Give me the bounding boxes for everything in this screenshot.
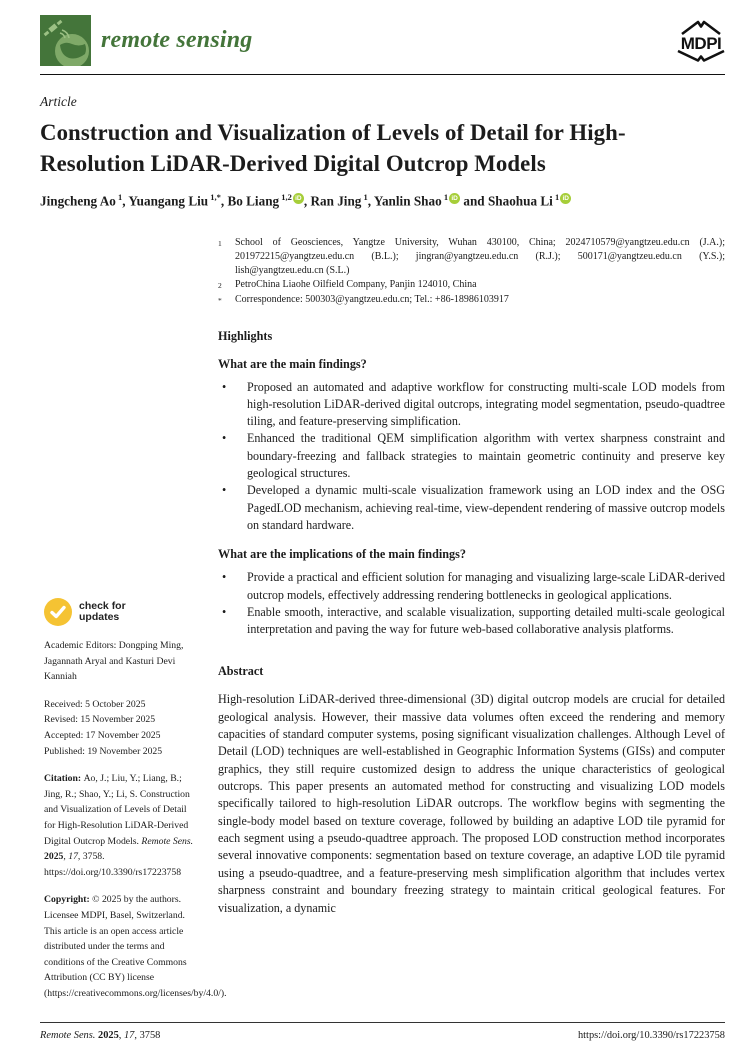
author-affiliation-sup: 1: [361, 192, 368, 202]
article-type-label: Article: [40, 94, 77, 109]
check-for-updates-badge[interactable]: [44, 598, 197, 626]
bullet-icon: •: [222, 570, 227, 585]
bullet-text: Proposed an automated and adaptive workflow for constructing multi-scale LOD models from high-resolution LiDAR-derived digital outcrops, integrating model segmentation, pseudo-quadtree tiling, and feature-preserving simplification.: [247, 379, 725, 429]
bullet-icon: •: [222, 483, 227, 498]
article-dates: [44, 697, 197, 759]
header-divider: [40, 74, 725, 75]
author-name: Yuangang Liu: [128, 193, 209, 209]
page-title: Construction and Visualization of Levels of Detail for High-Resolution LiDAR-Derived Digital Outcrop Models: [40, 120, 626, 176]
footer-journal: Remote Sens.: [40, 1030, 98, 1041]
author-affiliation-sup: 1: [115, 192, 123, 202]
affiliation-row: [218, 236, 725, 278]
author-name: Yanlin Shao: [373, 193, 442, 209]
citation-label: Citation:: [44, 773, 84, 785]
citation-doi-link[interactable]: https://doi.org/10.3390/rs17223758: [44, 866, 182, 878]
affiliation-text: PetroChina Liaohe Oilfield Company, Panjin 124010, China: [235, 278, 477, 290]
abstract-text: High-resolution LiDAR-derived three-dimensional (3D) digital outcrop models are crucial for detailed geological analysis. However, their massive data volumes often exceed the rendering and memory capacities of standard computer systems, posing significant visualization challenges. Although Level of Detail (LOD) techniques are well-established in Geographic Information Systems (GISs) and computer graphics, they still require customized design to address the unique characteristics of geological outcrops. This paper presents an automated method for constructing and visualizing LOD models specifically tailored to high-resolution LiDAR outcrops. The workflow begins with segmenting the single-body model based on texture coverage, followed by building an adaptive LOD tile pyramid for each segment using a pseudo-quadtree approach. The proposed LOD construction method incorporates several innovative components: segmentation based on texture coverage, an adaptive LOD tile pyramid using a pseudo-quadtree, and a feature-preserving mesh simplification algorithm that includes vertex sharpness constraint and boundary freezing strategy to maintain critical geological features. For visualization, a dynamic: [218, 692, 725, 915]
implications-question: What are the implications of the main findings?: [218, 547, 466, 562]
author-affiliation-sup: 1,2: [279, 192, 292, 202]
author-name: Bo Liang: [227, 193, 280, 209]
orcid-icon[interactable]: iD: [293, 193, 304, 204]
citation-pages: 3758.: [82, 851, 105, 863]
bullet-icon: •: [222, 604, 227, 619]
bullet-icon: •: [222, 431, 227, 446]
copyright-block: [44, 892, 227, 1001]
affiliation-marker: *: [218, 295, 222, 305]
affiliation-text: Correspondence: 500303@yangtzeu.edu.cn; Tel.: +86-18986103917: [235, 293, 509, 305]
copyright-text: © 2025 by the authors. Licensee MDPI, Basel, Switzerland. This article is an open access article distributed under the terms and conditions of the Creative Commons Attribution (CC BY) license (https://creativecommons.org/licenses/by/4.0/).: [44, 894, 227, 999]
citation-journal: Remote Sens.: [141, 835, 194, 847]
mdpi-logo-text: MDPI: [680, 34, 722, 53]
highlight-bullet-item: [218, 482, 725, 534]
date-line: Published: 19 November 2025: [44, 745, 163, 757]
academic-editors: Academic Editors: Dongping Ming, Jagannath Aryal and Kasturi Devi Kanniah: [44, 640, 184, 683]
bullet-text: Developed a dynamic multi-scale visualization framework using an LOD index and the OSG PagedLOD mechanism, achieving real-time, view-dependent rendering of massive outcrop models on standard hardware.: [247, 483, 725, 532]
affiliation-row: [218, 278, 725, 293]
footer-citation: Remote Sens. 2025, 17, 3758: [40, 1030, 161, 1041]
check-icon: [44, 598, 72, 626]
affiliation-row: [218, 293, 725, 308]
journal-logo: [40, 15, 252, 66]
highlight-bullet-item: [218, 379, 725, 431]
author-affiliation-sup: 1: [441, 192, 449, 202]
findings-list: [218, 379, 725, 535]
orcid-icon[interactable]: iD: [560, 193, 571, 204]
footer-page: 3758: [139, 1030, 161, 1041]
copyright-label: Copyright:: [44, 894, 93, 906]
affiliation-marker: 1: [218, 239, 222, 248]
findings-question: What are the main findings?: [218, 356, 367, 371]
citation-year: 2025: [44, 851, 64, 863]
bullet-text: Enable smooth, interactive, and scalable visualization, supporting detailed multi-scale geological interpretation and paving the way for future web-based collaborative analysis platforms.: [247, 604, 725, 637]
highlights-heading: Highlights: [218, 328, 273, 343]
author-line: Jingcheng Ao $^1$, Yuangang Liu $^{1,*}$, Bo Liang $^{1,2}$ iD , Ran Jing $^1$, Yanlin Shao $^1$ iD and Shaohua Li $^1$ iD: [40, 192, 730, 209]
author-affiliation-sup: 1,*: [208, 192, 221, 202]
citation-volume: 17: [68, 851, 78, 863]
orcid-icon[interactable]: iD: [449, 193, 460, 204]
affiliation-marker: 2: [218, 280, 222, 290]
date-line: Revised: 15 November 2025: [44, 714, 156, 726]
remote-sensing-logo-icon: [40, 15, 91, 66]
footer-doi-link[interactable]: https://doi.org/10.3390/rs17223758: [577, 1030, 725, 1041]
footer-volume: 17: [123, 1030, 135, 1041]
abstract-heading: Abstract: [218, 664, 264, 679]
highlight-bullet-item: [218, 604, 725, 639]
citation-block: Citation: Ao, J.; Liu, Y.; Liang, B.; Jing, R.; Shao, Y.; Li, S. Construction and Visualization of Levels of Detail for High-Resolution LiDAR-Derived Digital Outcrop Models. Remote Sens. 2025, 17, 3758. https://doi.org/10.3390/rs17223758: [44, 773, 194, 878]
check-for-updates-label: check for updates: [79, 599, 126, 623]
affiliations: [218, 236, 725, 308]
affiliation-text: School of Geosciences, Yangtze University, Wuhan 430100, China; 2024710579@yangtzeu.edu.cn (J.A.); 201972215@yangtzeu.edu.cn (B.L.); jingran@yangtzeu.edu.cn (R.J.); 500171@yangtzeu.edu.cn (Y.S.); lish@yangtzeu.edu.cn (S.L.): [235, 237, 725, 276]
bullet-text: Enhanced the traditional QEM simplification algorithm with vertex sharpness constraint and boundary-freezing and fallback strategies to maintain geometric continuity and preserve key geological structures.: [247, 431, 725, 481]
citation-text: Ao, J.; Liu, Y.; Liang, B.; Jing, R.; Shao, Y.; Li, S. Construction and Visualization of Levels of Detail for High-Resolution LiDAR-Derived Digital Outcrop Models.: [44, 773, 190, 847]
bullet-icon: •: [222, 379, 227, 394]
date-line: Accepted: 17 November 2025: [44, 729, 161, 741]
journal-name: remote sensing: [101, 27, 253, 53]
author-name: Jingcheng Ao: [40, 193, 116, 209]
bullet-text: Provide a practical and efficient solution for managing and visualizing large-scale LiDAR-derived outcrop models, effectively addressing rendering bottlenecks in geological applications.: [247, 570, 725, 602]
footer-divider: [40, 1022, 725, 1023]
highlight-bullet-item: [218, 569, 725, 604]
implications-list: [218, 569, 725, 638]
highlight-bullet-item: [218, 430, 725, 482]
author-name: Ran Jing: [310, 193, 362, 209]
author-affiliation-sup: 1: [552, 192, 560, 202]
author-name: Shaohua Li: [487, 193, 553, 209]
date-line: Received: 5 October 2025: [44, 698, 146, 710]
footer-year: 2025: [98, 1030, 119, 1041]
mdpi-logo-icon: [675, 19, 727, 63]
